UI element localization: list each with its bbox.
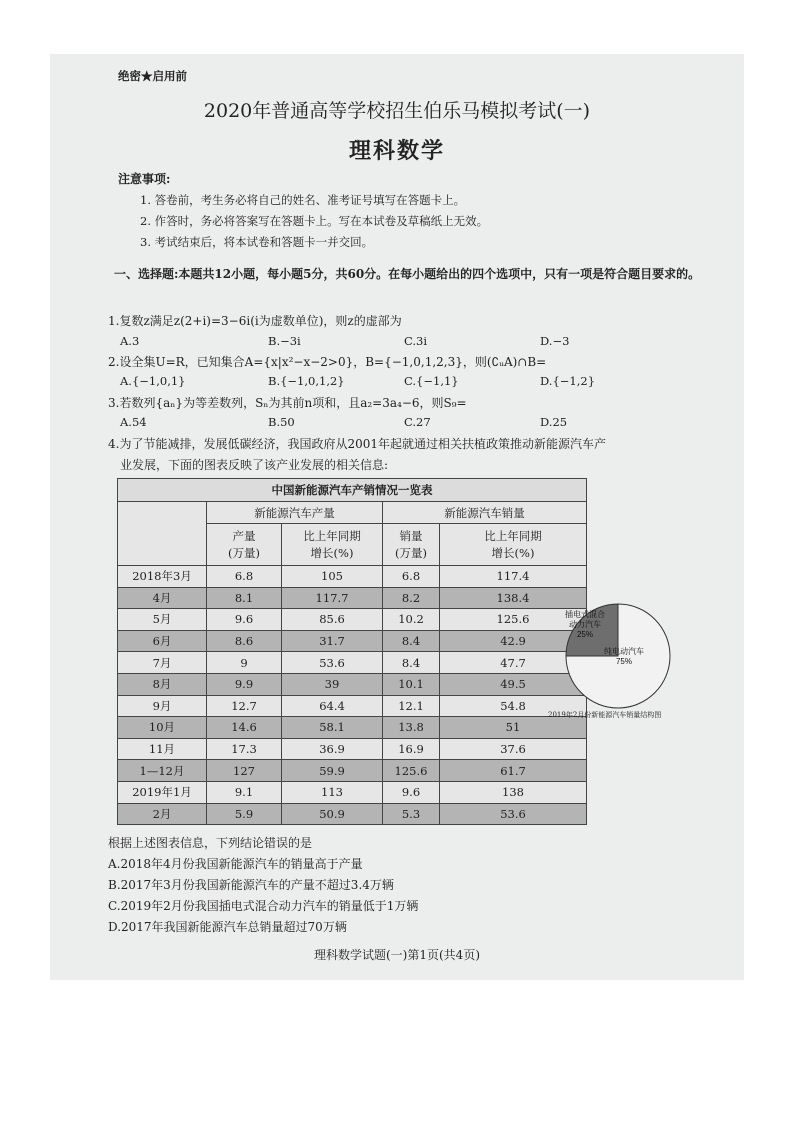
table-cell: 125.6: [440, 609, 587, 631]
question-2-stem: 2.设全集U=R，已知集合A={x|x²−x−2>0}，B={−1,0,1,2,3}，则(∁ᵤA)∩B=: [108, 355, 547, 369]
table-cell: 138.4: [440, 587, 587, 609]
table-row: [118, 609, 587, 631]
table-cell: 17.3: [207, 738, 282, 760]
table-row: [118, 587, 587, 609]
confidential-label: 绝密★启用前: [118, 69, 187, 83]
table-cell: 61.7: [440, 760, 587, 782]
table-row: [118, 673, 587, 695]
table-row: [118, 760, 587, 782]
pie-label-hybrid: 插电式混合: [565, 610, 605, 619]
pie-label-electric: 纯电动汽车: [604, 647, 644, 656]
subject-title: 理科数学: [348, 138, 445, 164]
table-cell: 105: [282, 566, 383, 588]
q4-option-b: B.2017年3月份我国新能源汽车的产量不超过3.4万辆: [108, 878, 394, 892]
table-cell: 36.9: [282, 738, 383, 760]
header-sales: 销量 (万量): [383, 524, 440, 566]
table-cell: 8.6: [207, 630, 282, 652]
table-cell: 47.7: [440, 652, 587, 674]
q2-option-b: B.{−1,0,1,2}: [268, 374, 345, 388]
pie-chart: [552, 602, 684, 710]
q1-option-b: B.−3i: [268, 334, 301, 348]
q2-option-d: D.{−1,2}: [540, 374, 596, 388]
table-cell: 10.1: [383, 673, 440, 695]
notes-heading: 注意事项:: [118, 172, 171, 186]
table-row: [118, 803, 587, 825]
question-3-stem: 3.若数列{aₙ}为等差数列，Sₙ为其前n项和，且a₂=3a₄−6，则S₉=: [108, 396, 467, 410]
table-cell: 8.2: [383, 587, 440, 609]
header-sales-group: 新能源汽车销量: [383, 502, 587, 524]
exam-title: 2020年普通高等学校招生伯乐马模拟考试(一): [203, 100, 591, 122]
q3-option-c: C.27: [404, 415, 431, 429]
row-month-cell: 6月: [118, 630, 207, 652]
q1-option-a: A.3: [120, 334, 140, 348]
header-production-group: 新能源汽车产量: [207, 502, 383, 524]
table-cell: 9.6: [383, 781, 440, 803]
table-row: [118, 630, 587, 652]
table-cell: 54.8: [440, 695, 587, 717]
row-month-cell: 9月: [118, 695, 207, 717]
table-corner-cell: [118, 502, 207, 566]
q2-option-a: A.{−1,0,1}: [120, 374, 186, 388]
table-cell: 16.9: [383, 738, 440, 760]
sales-table: [117, 478, 587, 825]
question-1-stem: 1.复数z满足z(2+i)=3−6i(i为虚数单位)，则z的虚部为: [108, 314, 402, 328]
q3-option-d: D.25: [540, 415, 568, 429]
table-cell: 8.4: [383, 652, 440, 674]
table-cell: 6.8: [207, 566, 282, 588]
question-4-stem-line1: 4.为了节能减排，发展低碳经济，我国政府从2001年起就通过相关扶植政策推动新能源汽车产: [108, 437, 606, 451]
row-month-cell: 5月: [118, 609, 207, 631]
row-month-cell: 8月: [118, 673, 207, 695]
table-row: [118, 738, 587, 760]
table-cell: 49.5: [440, 673, 587, 695]
table-cell: 12.7: [207, 695, 282, 717]
pie-chart-title: 2019年2月份新能源汽车销量结构图: [548, 711, 662, 719]
table-cell: 125.6: [383, 760, 440, 782]
table-cell: 42.9: [440, 630, 587, 652]
note-item: 2. 作答时，务必将答案写在答题卡上。写在本试卷及草稿纸上无效。: [140, 214, 489, 228]
q4-option-a: A.2018年4月份我国新能源汽车的销量高于产量: [108, 857, 363, 871]
row-month-cell: 2018年3月: [118, 566, 207, 588]
row-month-cell: 7月: [118, 652, 207, 674]
table-cell: 37.6: [440, 738, 587, 760]
table-cell: 64.4: [282, 695, 383, 717]
pie-pct-electric: 75%: [615, 657, 633, 666]
note-item: 1. 答卷前，考生务必将自己的姓名、准考证号填写在答题卡上。: [140, 193, 466, 207]
q1-option-d: D.−3: [540, 334, 570, 348]
table-row: [118, 652, 587, 674]
table-cell: 5.9: [207, 803, 282, 825]
row-month-cell: 11月: [118, 738, 207, 760]
table-cell: 53.6: [282, 652, 383, 674]
table-cell: 31.7: [282, 630, 383, 652]
q2-option-c: C.{−1,1}: [404, 374, 459, 388]
table-cell: 9.9: [207, 673, 282, 695]
header-sales-yoy: 比上年同期 增长(%): [440, 524, 587, 566]
table-cell: 14.6: [207, 717, 282, 739]
table-cell: 8.4: [383, 630, 440, 652]
table-row: [118, 566, 587, 588]
table-cell: 117.7: [282, 587, 383, 609]
row-month-cell: 1—12月: [118, 760, 207, 782]
row-month-cell: 2月: [118, 803, 207, 825]
pie-label-hybrid-line2: 动力汽车: [569, 620, 601, 629]
table-cell: 53.6: [440, 803, 587, 825]
row-month-cell: 4月: [118, 587, 207, 609]
table-cell: 50.9: [282, 803, 383, 825]
q1-option-c: C.3i: [404, 334, 428, 348]
table-cell: 85.6: [282, 609, 383, 631]
table-cell: 6.8: [383, 566, 440, 588]
table-cell: 113: [282, 781, 383, 803]
page-footer: 理科数学试题(一)第1页(共4页): [314, 948, 480, 962]
table-cell: 9.6: [207, 609, 282, 631]
table-cell: 9: [207, 652, 282, 674]
table-cell: 127: [207, 760, 282, 782]
table-cell: 10.2: [383, 609, 440, 631]
section-heading: 一、选择题:本题共12小题，每小题5分，共60分。在每小题给出的四个选项中，只有一项是符合题目要求的。: [114, 267, 701, 281]
table-cell: 117.4: [440, 566, 587, 588]
pie-pct-hybrid: 25%: [576, 630, 594, 639]
exam-page: [50, 54, 744, 980]
table-cell: 9.1: [207, 781, 282, 803]
q4-option-c: C.2019年2月份我国插电式混合动力汽车的销量低于1万辆: [108, 899, 419, 913]
header-production: 产量 (万量): [207, 524, 282, 566]
q4-option-d: D.2017年我国新能源汽车总销量超过70万辆: [108, 920, 347, 934]
row-month-cell: 10月: [118, 717, 207, 739]
table-caption: 中国新能源汽车产销情况一览表: [118, 479, 587, 502]
row-month-cell: 2019年1月: [118, 781, 207, 803]
table-row: [118, 781, 587, 803]
note-item: 3. 考试结束后，将本试卷和答题卡一并交回。: [140, 235, 374, 249]
table-cell: 58.1: [282, 717, 383, 739]
table-cell: 59.9: [282, 760, 383, 782]
table-cell: 5.3: [383, 803, 440, 825]
question-4-stem-line2: 业发展，下面的图表反映了该产业发展的相关信息:: [120, 458, 389, 472]
table-cell: 39: [282, 673, 383, 695]
table-row: [118, 717, 587, 739]
q3-option-a: A.54: [120, 415, 147, 429]
header-production-yoy: 比上年同期 增长(%): [282, 524, 383, 566]
table-cell: 138: [440, 781, 587, 803]
table-cell: 13.8: [383, 717, 440, 739]
table-cell: 51: [440, 717, 587, 739]
table-cell: 12.1: [383, 695, 440, 717]
table-cell: 8.1: [207, 587, 282, 609]
table-row: [118, 695, 587, 717]
q3-option-b: B.50: [268, 415, 295, 429]
question-4-prompt: 根据上述图表信息，下列结论错误的是: [108, 836, 313, 850]
